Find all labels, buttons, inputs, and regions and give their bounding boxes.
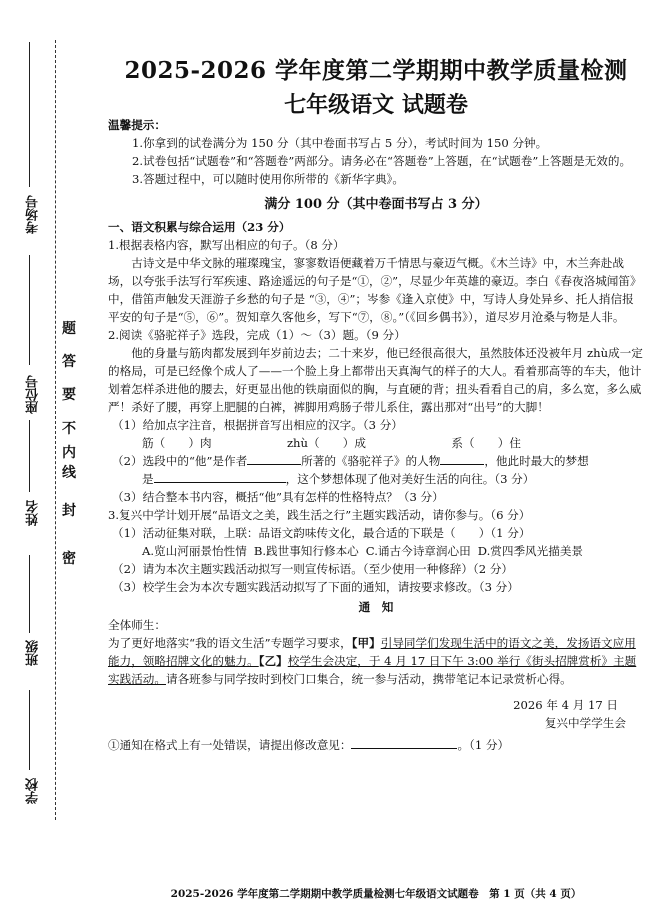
seal-char: 要 [62, 387, 76, 403]
q2-sub1-items [108, 434, 644, 452]
seal-char: 封 [62, 503, 76, 519]
binding-strip [0, 0, 100, 916]
notice-heading: 温馨提示： [108, 118, 166, 132]
notice-date: 2026 年 4 月 17 日 [513, 698, 618, 712]
q3-sub2: （2）请为本次主题实践活动拟写一则宣传标语。（至少使用一种修辞）（2 分） [112, 562, 514, 576]
q2-sub3: （3）结合整本书内容，概括“他”具有怎样的性格特点？（3 分） [112, 490, 444, 504]
q2-passage: 他的身量与筋肉都发展到年岁前边去；二十来岁，他已经很高很大，虽然肢体还没被年月 zhù成一定的格局，可是已经像个成人了——一个脸上身上都带出天真淘气的样子的大人。看着那高等的车夫，他计划着怎样杀进他的腰去，好更显出他的铁扇面似的胸，与直硬的背；扭头看看自己的肩，多么宽，多么威严！杀好了腰，再穿上肥腿的白裤，裤脚用鸡肠子带儿系住，露出那对“出号”的大脚！ [108, 346, 643, 414]
answer-blank[interactable] [247, 452, 301, 465]
option-b[interactable]: B.践世事知行修本心 [253, 544, 359, 558]
notice-item: 2.试卷包括“试题卷”和“答题卷”两部分。请务必在“答题卷”上答题，在“试题卷”上答题是无效的。 [132, 154, 632, 168]
label-kaochang: 考场号 [26, 195, 41, 234]
section-1 [108, 218, 644, 754]
answer-blank[interactable] [154, 470, 286, 483]
q2-sub2-text: 所著的《骆驼祥子》的人物 [301, 454, 441, 468]
notice-item: 1.你拿到的试卷满分为 150 分（其中卷面书写占 5 分），考试时间为 150 分钟。 [132, 136, 548, 150]
notice-block [108, 116, 644, 188]
q2-sub2 [108, 452, 644, 470]
answer-blank[interactable] [440, 452, 484, 465]
exam-page [108, 0, 644, 916]
q2-sub2-text: ，他此时最大的梦想 [484, 454, 589, 468]
option-a[interactable]: A.览山河丽景怡性情 [142, 544, 247, 558]
xingming-fill-line [29, 420, 30, 492]
notice-item: 3.答题过程中，可以随时使用你所带的《新华字典》。 [132, 172, 404, 186]
label-banji: 班级 [26, 640, 41, 666]
label-xingming: 姓名 [26, 500, 41, 526]
option-d[interactable]: D.赏四季风光描美景 [477, 544, 584, 558]
notice-body [108, 634, 644, 688]
seal-char: 答 [62, 354, 76, 370]
notice-jia-sentence: 引导同学们发现生活中的语文之美，发扬语文应用能力，领略招牌文化的魅力。 [108, 636, 636, 668]
q2-stem: 2.阅读《骆驼祥子》选段，完成（1）～（3）题。（9 分） [108, 328, 406, 342]
notice-greeting: 全体师生： [108, 618, 166, 632]
q3-last-text: 。（1 分） [457, 738, 510, 752]
q3-options [108, 542, 644, 560]
notice-yi-sentence: 校学生会决定，于 4 月 17 日下午 3:00 举行《街头招牌赏析》主题实践活动。 [108, 654, 637, 686]
q2-sub2-text: 是 [142, 472, 154, 486]
mark-yi: 【乙】 [258, 654, 288, 668]
page-footer: 2025-2026 学年度第二学期期中教学质量检测七年级语文试题卷 第 1 页（共 4 页） [170, 888, 582, 900]
pinyin-item-jin: 筋（ ）肉 [142, 436, 212, 450]
notice-org: 复兴中学学生会 [544, 716, 626, 730]
q3-stem: 3.复兴中学计划开展“品语文之美，践生活之行”主题实践活动，请你参与。（6 分） [108, 508, 531, 522]
seal-char: 题 [62, 321, 76, 337]
q3-last [108, 736, 644, 754]
seal-char: 密 [62, 551, 76, 567]
seal-char: 不 [62, 421, 76, 437]
answer-blank[interactable] [351, 736, 457, 749]
q2-sub1: （1）给加点字注音，根据拼音写出相应的汉字。（3 分） [112, 418, 403, 432]
notice-body-text: 请各班参与同学按时到校门口集合，统一参与活动，携带笔记本记录赏析心得。 [165, 672, 572, 686]
q2-sub2-text: （2）选段中的“他”是作者 [112, 454, 248, 468]
q3-sub1: （1）活动征集对联，上联：品语文韵味传文化，最合适的下联是（ ）（1 分） [112, 526, 531, 540]
label-xuexiao: 学校 [26, 778, 41, 804]
pinyin-item-zhu: zhù（ ）成 [286, 436, 366, 450]
mark-jia: 【甲】 [351, 636, 381, 650]
q3-sub3: （3）校学生会为本次专题实践活动拟写了下面的通知，请按要求修改。（3 分） [112, 580, 519, 594]
kaochang-fill-line [29, 42, 30, 187]
banji-fill-line [29, 555, 30, 633]
exam-subtitle: 七年级语文 试题卷 [284, 92, 468, 118]
q1-paragraph: 古诗文是中华文脉的璀璨瑰宝，寥寥数语便藏着万千情思与豪迈气概。《木兰诗》中，木兰奔赴战场，以夸张手法写行军疾速、路途遥远的句子是“①，②”，尽显少年英雄的豪迈。李白《春夜洛城闻笛》中，借笛声触发天涯游子乡愁的句子是 “③，④”；岑参《逢入京使》中，写诗人身处异乡、托人捎信报平安的句子是“⑤，⑥”。贺知章久客他乡，写下“⑦，⑧。”（《回乡偶书》），道尽岁月沧桑与物是人非。 [108, 256, 642, 324]
score-line: 满分 100 分（其中卷面书写占 3 分） [264, 197, 488, 212]
option-c[interactable]: C.诵古今诗章润心田 [365, 544, 471, 558]
seal-char: 线 [62, 465, 76, 481]
notice-title: 通 知 [358, 600, 394, 614]
xuexiao-fill-line [29, 690, 30, 770]
label-zuowei: 座位号 [26, 375, 41, 414]
seal-char: 内 [62, 445, 76, 461]
q3-last-text: ①通知在格式上有一处错误，请提出修改意见： [108, 738, 352, 752]
pinyin-item-xi: 系（ ）住 [451, 436, 521, 450]
exam-title: 2025-2026 学年度第二学期期中教学质量检测 [124, 57, 628, 84]
notice-body-text: 为了更好地落实“我的语文生活”专题学习要求， [108, 636, 352, 650]
section-heading: 一、语文积累与综合运用（23 分） [108, 220, 291, 234]
q1-stem: 1.根据表格内容，默写出相应的句子。（8 分） [108, 238, 345, 252]
zuowei-fill-line [29, 255, 30, 365]
seal-dashed-line [55, 40, 56, 820]
q2-sub2-text: ，这个梦想体现了他对美好生活的向往。（3 分） [285, 472, 535, 486]
q2-sub2-cont [108, 470, 644, 488]
